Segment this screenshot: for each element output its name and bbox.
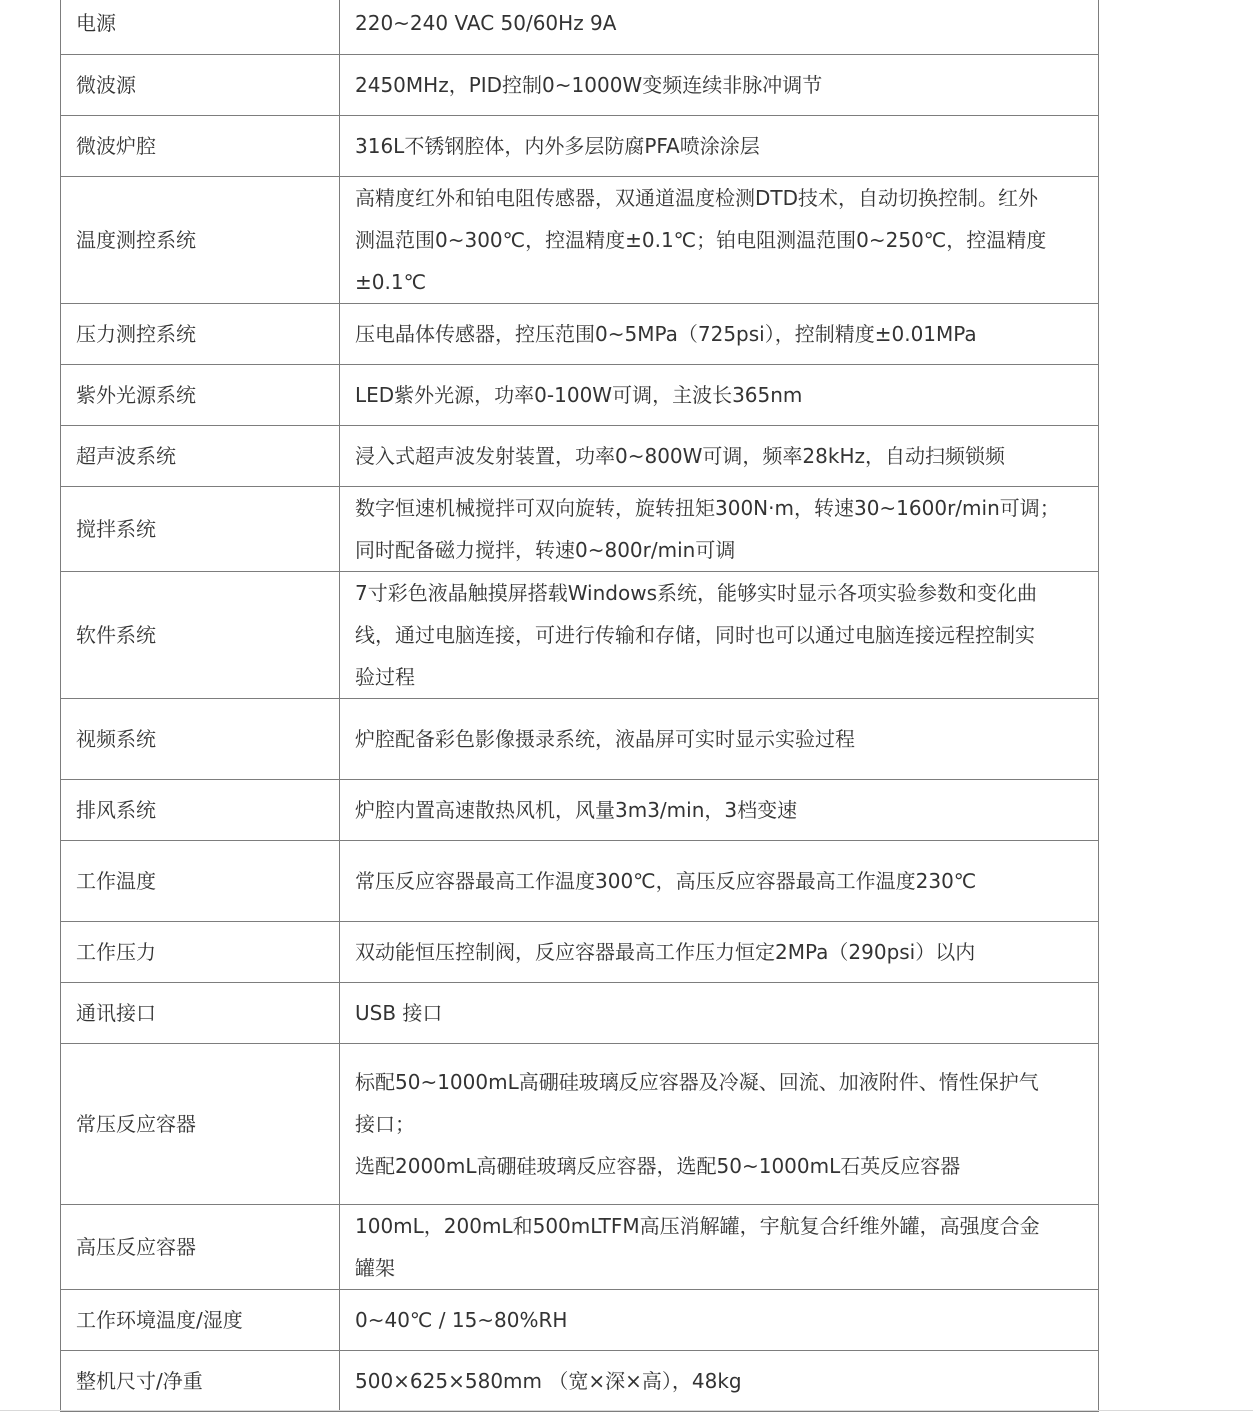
row-value-line: 浸入式超声波发射装置，功率0~800W可调，频率28kHz，自动扫频锁频 — [355, 444, 1005, 468]
table-row — [61, 699, 1099, 780]
table-row — [61, 780, 1099, 841]
row-label: 工作温度 — [61, 841, 340, 922]
row-label: 常压反应容器 — [61, 1044, 340, 1205]
row-value-line: 双动能恒压控制阀，反应容器最高工作压力恒定2MPa（290psi）以内 — [355, 940, 976, 964]
row-value-line: 同时配备磁力搅拌，转速0~800r/min可调 — [355, 538, 736, 562]
row-value-line: 验过程 — [355, 665, 415, 689]
row-label: 通讯接口 — [61, 983, 340, 1044]
row-label: 微波源 — [61, 55, 340, 116]
row-value-line: 常压反应容器最高工作温度300℃，高压反应容器最高工作温度230℃ — [355, 869, 977, 893]
table-row — [61, 922, 1099, 983]
row-value-line: 100mL，200mL和500mLTFM高压消解罐，宇航复合纤维外罐，高强度合金 — [355, 1214, 1040, 1238]
row-value-line: ±0.1℃ — [355, 270, 427, 294]
table-row — [61, 1044, 1099, 1205]
row-value — [340, 116, 1099, 177]
row-value — [340, 487, 1099, 572]
table-row — [61, 983, 1099, 1044]
row-label: 高压反应容器 — [61, 1205, 340, 1290]
table-row — [61, 1205, 1099, 1290]
row-value — [340, 1044, 1099, 1205]
row-value — [340, 1290, 1099, 1351]
row-value-line: 罐架 — [355, 1256, 395, 1280]
table-row — [61, 1290, 1099, 1351]
row-value — [340, 55, 1099, 116]
table-row — [61, 365, 1099, 426]
row-value — [340, 1205, 1099, 1290]
row-value-line: 7寸彩色液晶触摸屏搭载Windows系统，能够实时显示各项实验参数和变化曲 — [355, 581, 1038, 605]
row-value-line: 高精度红外和铂电阻传感器，双通道温度检测DTD技术，自动切换控制。红外 — [355, 186, 1039, 210]
row-value-line: 线，通过电脑连接，可进行传输和存储，同时也可以通过电脑连接远程控制实 — [355, 623, 1035, 647]
table-row — [61, 55, 1099, 116]
row-value — [340, 304, 1099, 365]
row-label: 视频系统 — [61, 699, 340, 780]
row-label: 超声波系统 — [61, 426, 340, 487]
table-row — [61, 1351, 1099, 1412]
row-value — [340, 983, 1099, 1044]
row-value — [340, 0, 1099, 55]
row-value-line: LED紫外光源，功率0-100W可调，主波长365nm — [355, 383, 803, 407]
row-value-line: 炉腔内置高速散热风机，风量3m3/min，3档变速 — [355, 798, 798, 822]
table-row — [61, 841, 1099, 922]
row-value — [340, 922, 1099, 983]
row-value-line: 测温范围0~300℃，控温精度±0.1℃；铂电阻测温范围0~250℃，控温精度 — [355, 228, 1047, 252]
row-value-line: 炉腔配备彩色影像摄录系统，液晶屏可实时显示实验过程 — [355, 727, 855, 751]
row-value-line: 标配50~1000mL高硼硅玻璃反应容器及冷凝、回流、加液附件、惰性保护气 — [355, 1070, 1039, 1094]
table-row — [61, 426, 1099, 487]
row-value-line: 压电晶体传感器，控压范围0~5MPa（725psi），控制精度±0.01MPa — [355, 322, 977, 346]
row-value-line: 316L不锈钢腔体，内外多层防腐PFA喷涂涂层 — [355, 134, 760, 158]
row-label: 整机尺寸/净重 — [61, 1351, 340, 1412]
spec-table — [60, 0, 1099, 1412]
table-row — [61, 0, 1099, 55]
row-label: 紫外光源系统 — [61, 365, 340, 426]
row-label: 温度测控系统 — [61, 177, 340, 304]
row-value — [340, 177, 1099, 304]
row-value — [340, 780, 1099, 841]
table-row — [61, 304, 1099, 365]
row-label: 搅拌系统 — [61, 487, 340, 572]
row-label: 工作环境温度/湿度 — [61, 1290, 340, 1351]
table-row — [61, 177, 1099, 304]
row-value-line: 2450MHz，PID控制0~1000W变频连续非脉冲调节 — [355, 73, 823, 97]
row-value-line: 500×625×580mm （宽×深×高），48kg — [355, 1369, 742, 1393]
row-value-line: USB 接口 — [355, 1001, 443, 1025]
row-value-line: 接口； — [355, 1112, 415, 1136]
table-row — [61, 572, 1099, 699]
row-label: 软件系统 — [61, 572, 340, 699]
page-divider — [0, 1410, 1253, 1411]
row-value — [340, 699, 1099, 780]
row-label: 电源 — [61, 0, 340, 55]
table-row — [61, 116, 1099, 177]
row-label: 压力测控系统 — [61, 304, 340, 365]
row-value — [340, 1351, 1099, 1412]
row-value — [340, 426, 1099, 487]
row-value-line: 数字恒速机械搅拌可双向旋转，旋转扭矩300N·m，转速30~1600r/min可调； — [355, 496, 1060, 520]
row-label: 排风系统 — [61, 780, 340, 841]
row-label: 工作压力 — [61, 922, 340, 983]
row-value — [340, 841, 1099, 922]
row-value-line: 选配2000mL高硼硅玻璃反应容器，选配50~1000mL石英反应容器 — [355, 1154, 961, 1178]
row-value — [340, 365, 1099, 426]
row-value — [340, 572, 1099, 699]
row-label: 微波炉腔 — [61, 116, 340, 177]
row-value-line: 220~240 VAC 50/60Hz 9A — [355, 10, 617, 35]
row-value-line: 0~40℃ / 15~80%RH — [355, 1308, 568, 1332]
table-row — [61, 487, 1099, 572]
